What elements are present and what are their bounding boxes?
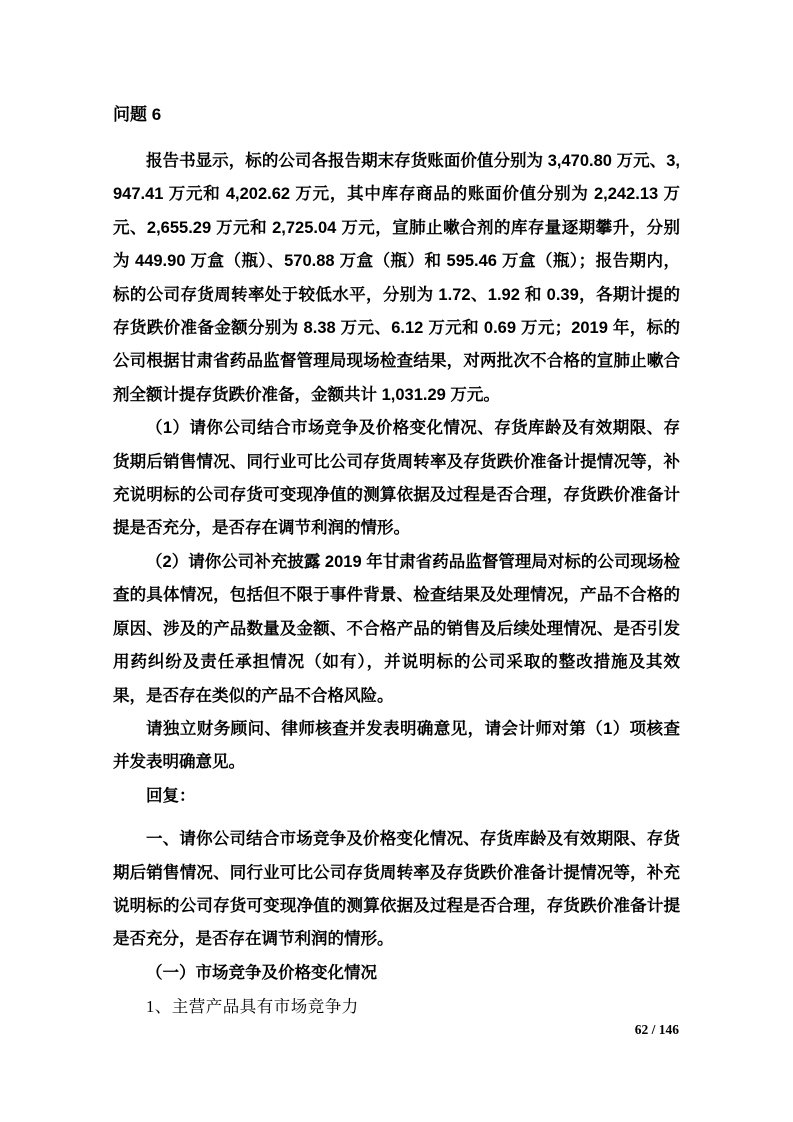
document-content bbox=[113, 98, 680, 1024]
paragraph-question-2: （2）请你公司补充披露 2019 年甘肃省药品监督管理局对标的公司现场检查的具体情况，包括但不限于事件背景、检查结果及处理情况，产品不合格的原因、涉及的产品数量及金额、不合格产品的销售及后续处理情况、是否引发用药纠纷及责任承担情况（如有），并说明标的公司采取的整改措施及其效果，是否存在类似的产品不合格风险。 bbox=[113, 552, 680, 705]
subsection-heading: （一）市场竞争及价格变化情况 bbox=[146, 963, 377, 982]
paragraph-question-1: （1）请你公司结合市场竞争及价格变化情况、存货库龄及有效期限、存货期后销售情况、同行业可比公司存货周转率及存货跌价准备计提情况等，补充说明标的公司存货可变现净值的测算依据及过程是否合理，存货跌价准备计提是否充分，是否存在调节利润的情形。 bbox=[113, 419, 680, 538]
subsection-point-1: 1、主营产品具有市场竞争力 bbox=[146, 997, 359, 1017]
page-number: 62 / 146 bbox=[634, 1022, 679, 1037]
section-title: 问题 6 bbox=[113, 105, 162, 124]
paragraph-verification-request: 请独立财务顾问、律师核查并发表明确意见，请会计师对第（1）项核查并发表明确意见。 bbox=[113, 719, 680, 772]
reply-label: 回复： bbox=[146, 786, 196, 805]
paragraph-inventory-overview: 报告书显示，标的公司各报告期末存货账面价值分别为 3,470.80 万元、3,947.41 万元和 4,202.62 万元，其中库存商品的账面价值分别为 2,242.13 万元、2,655.29 万元和 2,725.04 万元，宣肺止嗽合剂的库存量逐期攀升，分别为 449.90 万盒（瓶）、570.88 万盒（瓶）和 595.46 万盒（瓶）；报告期内，标的公司存货周转率处于较低水平，分别为 1.72、1.92 和 0.39，各期计提的存货跌价准备金额分别为 8.38 万元、6.12 万元和 0.69 万元；2019 年，标的公司根据甘肃省药品监督管理局现场检查结果，对两批次不合格的宣肺止嗽合剂全额计提存货跌价准备，金额共计 1,031.29 万元。 bbox=[113, 152, 680, 404]
paragraph-reply-restatement: 一、请你公司结合市场竞争及价格变化情况、存货库龄及有效期限、存货期后销售情况、同行业可比公司存货周转率及存货跌价准备计提情况等，补充说明标的公司存货可变现净值的测算依据及过程是否合理，存货跌价准备计提是否充分，是否存在调节利润的情形。 bbox=[113, 830, 680, 949]
